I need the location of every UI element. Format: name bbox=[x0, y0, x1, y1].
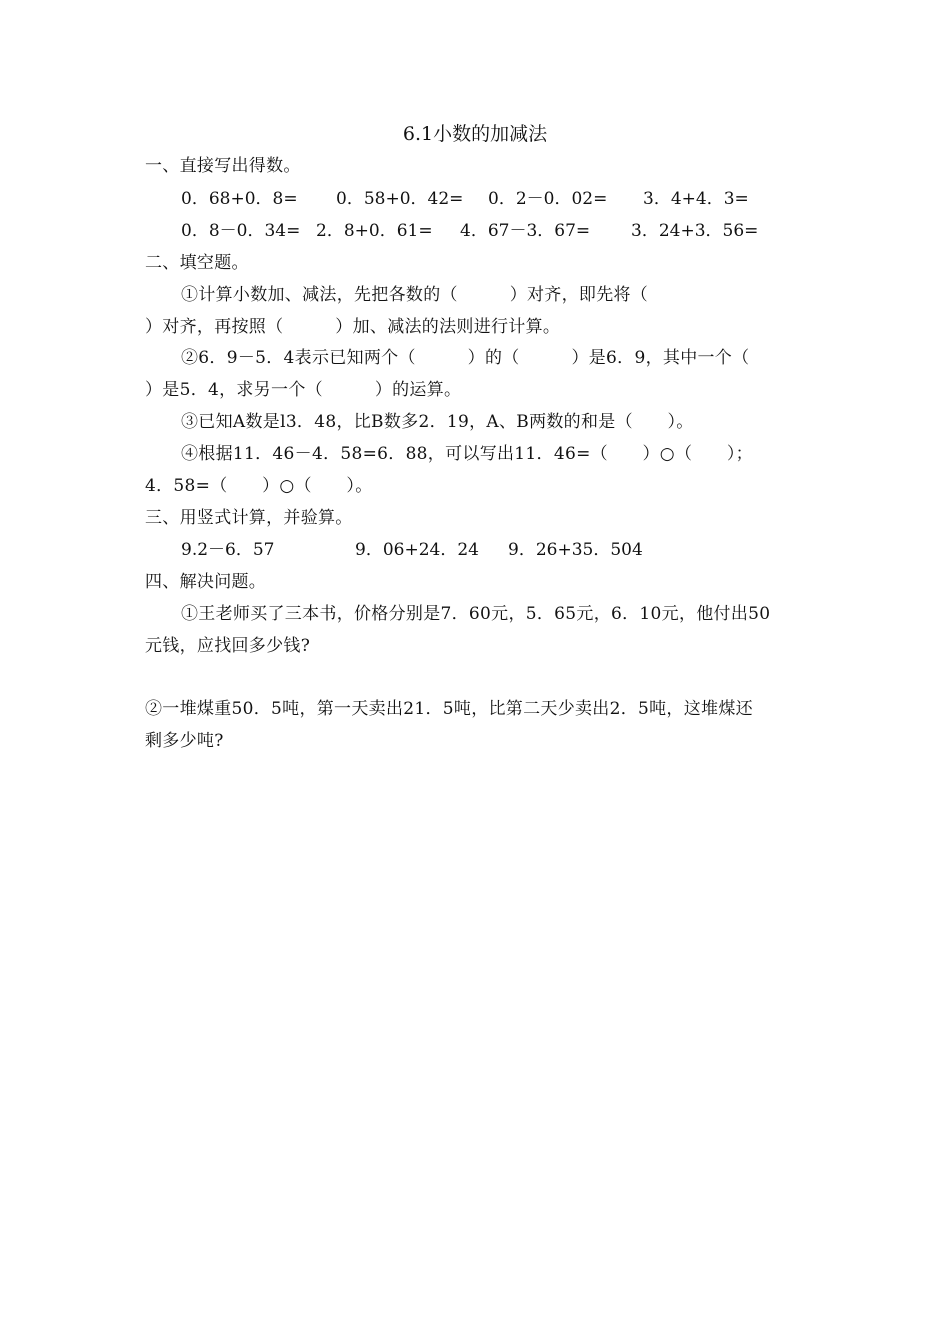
question-text: ①计算小数加、减法，先把各数的（ ）对齐，即先将（ bbox=[181, 285, 649, 305]
section-heading-fill-blanks: 二、填空题。 bbox=[145, 253, 249, 273]
expression: 3．4+4．3= bbox=[643, 189, 749, 209]
question-text: 剩多少吨? bbox=[145, 731, 224, 751]
question-text: 元钱，应找回多少钱? bbox=[145, 636, 311, 656]
page-title: 6.1小数的加减法 bbox=[402, 123, 548, 145]
question-text: ①王老师买了三本书，价格分别是7．60元，5．65元，6．10元，他付出50 bbox=[181, 604, 771, 624]
question-text: ）是5．4，求另一个（ ）的运算。 bbox=[145, 380, 462, 400]
question-text: 4．58=（ ）○（ ）。 bbox=[145, 476, 373, 496]
expression: 0．58+0．42= bbox=[336, 189, 464, 209]
question-text: ②6．9－5．4表示已知两个（ ）的（ ）是6．9，其中一个（ bbox=[181, 348, 750, 368]
question-text: ）对齐，再按照（ ）加、减法的法则进行计算。 bbox=[145, 317, 561, 337]
question-text: ③已知A数是l3．48，比B数多2．19，A、B两数的和是（ ）。 bbox=[181, 412, 694, 432]
section-heading-direct-answers: 一、直接写出得数。 bbox=[145, 156, 301, 176]
expression: 0．8－0．34= bbox=[181, 221, 301, 241]
section-heading-vertical-calc: 三、用竖式计算，并验算。 bbox=[145, 508, 353, 528]
question-text: ②一堆煤重50．5吨，第一天卖出21．5吨，比第二天少卖出2．5吨，这堆煤还 bbox=[145, 699, 753, 719]
expression: 2．8+0．61= bbox=[316, 221, 433, 241]
section-heading-problem-solving: 四、解决问题。 bbox=[145, 572, 267, 592]
expression: 9.2－6．57 bbox=[181, 540, 275, 560]
question-text: ④根据11．46－4．58=6．88，可以写出11．46=（ ）○（ ）； bbox=[181, 444, 753, 464]
expression: 4．67－3．67= bbox=[460, 221, 591, 241]
expression: 3．24+3．56= bbox=[631, 221, 759, 241]
expression: 9．26+35．504 bbox=[508, 540, 643, 560]
expression: 9．06+24．24 bbox=[355, 540, 479, 560]
expression: 0．2－0．02= bbox=[488, 189, 608, 209]
expression: 0．68+0．8= bbox=[181, 189, 298, 209]
